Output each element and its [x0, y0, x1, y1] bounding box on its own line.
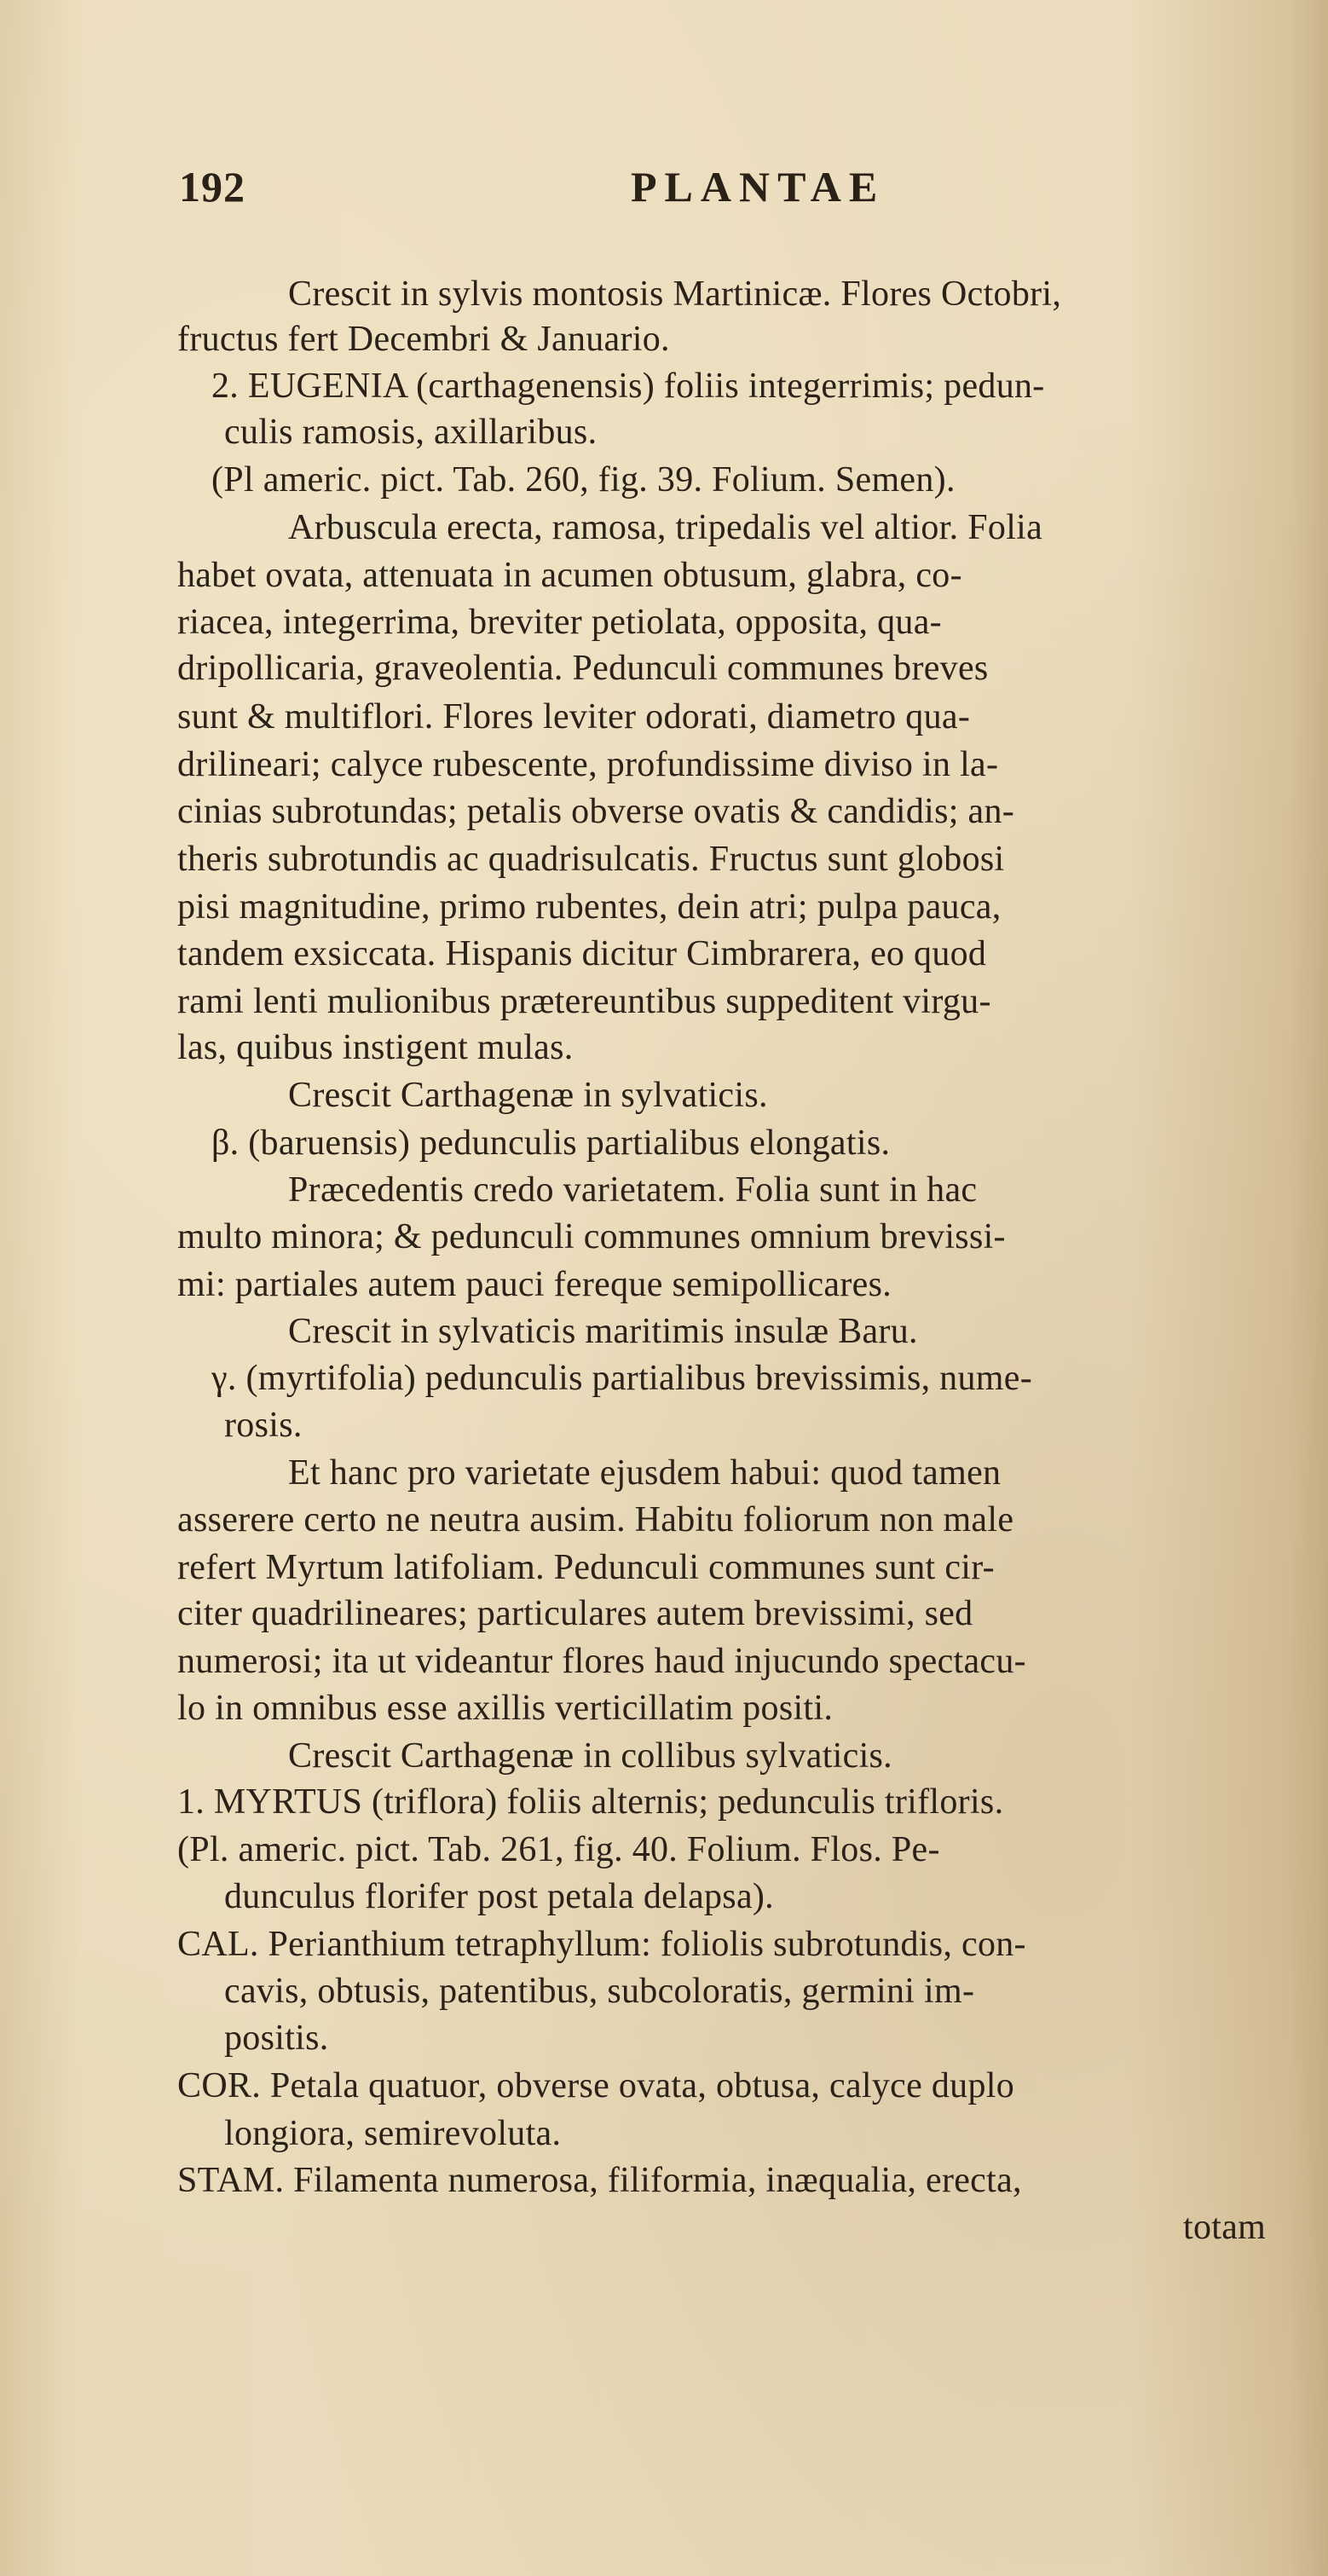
running-head: PLANTAE: [631, 163, 886, 211]
text-line: pisi magnitudine, primo rubentes, dein atri; pulpa pauca,: [177, 887, 1002, 927]
text-line: refert Myrtum latifoliam. Pedunculi communes sunt cir-: [177, 1548, 995, 1587]
text-line: culis ramosis, axillaribus.: [224, 413, 598, 452]
text-line: rosis.: [224, 1406, 303, 1445]
text-line: Crescit in sylvis montosis Martinicæ. Flores Octobri,: [288, 274, 1062, 314]
text-line: Arbuscula erecta, ramosa, tripedalis vel altior. Folia: [288, 508, 1043, 547]
text-line: drilineari; calyce rubescente, profundissime diviso in la-: [177, 745, 999, 784]
text-line: Crescit Carthagenæ in collibus sylvaticis.: [288, 1736, 892, 1776]
text-line: lo in omnibus esse axillis verticillatim positi.: [177, 1689, 834, 1728]
page-header: [179, 162, 1202, 230]
text-line: fructus fert Decembri & Januario.: [177, 320, 670, 359]
text-line: Et hanc pro varietate ejusdem habui: quod tamen: [288, 1453, 1002, 1493]
text-line: γ. (myrtifolia) pedunculis partialibus brevissimis, nume-: [211, 1359, 1032, 1398]
text-line: Crescit in sylvaticis maritimis insulæ Baru.: [288, 1312, 918, 1351]
text-line: (Pl americ. pict. Tab. 260, fig. 39. Folium. Semen).: [211, 460, 956, 500]
text-line: rami lenti mulionibus prætereuntibus suppeditent virgu-: [177, 982, 991, 1021]
text-line: 1. MYRTUS (triflora) foliis alternis; pedunculis trifloris.: [177, 1782, 1004, 1822]
text-line: multo minora; & pedunculi communes omnium brevissi-: [177, 1217, 1006, 1256]
text-line: positis.: [224, 2019, 329, 2058]
text-line: mi: partiales autem pauci fereque semipollicares.: [177, 1265, 892, 1304]
text-line: longiora, semirevoluta.: [224, 2114, 562, 2153]
text-line: Crescit Carthagenæ in sylvaticis.: [288, 1076, 768, 1115]
text-line: theris subrotundis ac quadrisulcatis. Fructus sunt globosi: [177, 840, 1005, 879]
text-line: Præcedentis credo varietatem. Folia sunt in hac: [288, 1170, 978, 1210]
text-line: asserere certo ne neutra ausim. Habitu foliorum non male: [177, 1500, 1014, 1539]
text-line: tandem exsiccata. Hispanis dicitur Cimbrarera, eo quod: [177, 934, 987, 973]
text-line: cavis, obtusis, patentibus, subcoloratis, germini im-: [224, 1972, 975, 2011]
text-line: CAL. Perianthium tetraphyllum: foliolis subrotundis, con-: [177, 1925, 1026, 1964]
text-line: β. (baruensis) pedunculis partialibus elongatis.: [211, 1123, 891, 1163]
text-line: citer quadrilineares; particulares autem brevissimi, sed: [177, 1594, 973, 1633]
page-number: 192: [179, 163, 245, 211]
text-line: sunt & multiflori. Flores leviter odorati, diametro qua-: [177, 697, 971, 736]
text-line: 2. EUGENIA (carthagenensis) foliis integerrimis; pedun-: [211, 367, 1045, 406]
text-line: las, quibus instigent mulas.: [177, 1028, 574, 1067]
text-line: habet ovata, attenuata in acumen obtusum, glabra, co-: [177, 556, 962, 595]
text-line: dunculus florifer post petala delapsa).: [224, 1877, 774, 1916]
text-line: numerosi; ita ut videantur flores haud injucundo spectacu-: [177, 1642, 1026, 1681]
text-line: COR. Petala quatuor, obverse ovata, obtusa, calyce duplo: [177, 2066, 1015, 2105]
text-line: STAM. Filamenta numerosa, filiformia, inæqualia, erecta,: [177, 2161, 1022, 2200]
text-line: (Pl. americ. pict. Tab. 261, fig. 40. Folium. Flos. Pe-: [177, 1830, 940, 1869]
catchword: totam: [1183, 2208, 1267, 2247]
text-line: riacea, integerrima, breviter petiolata, opposita, qua-: [177, 603, 942, 642]
text-line: dripollicaria, graveolentia. Pedunculi communes breves: [177, 649, 989, 688]
text-line: cinias subrotundas; petalis obverse ovatis & candidis; an-: [177, 792, 1015, 831]
